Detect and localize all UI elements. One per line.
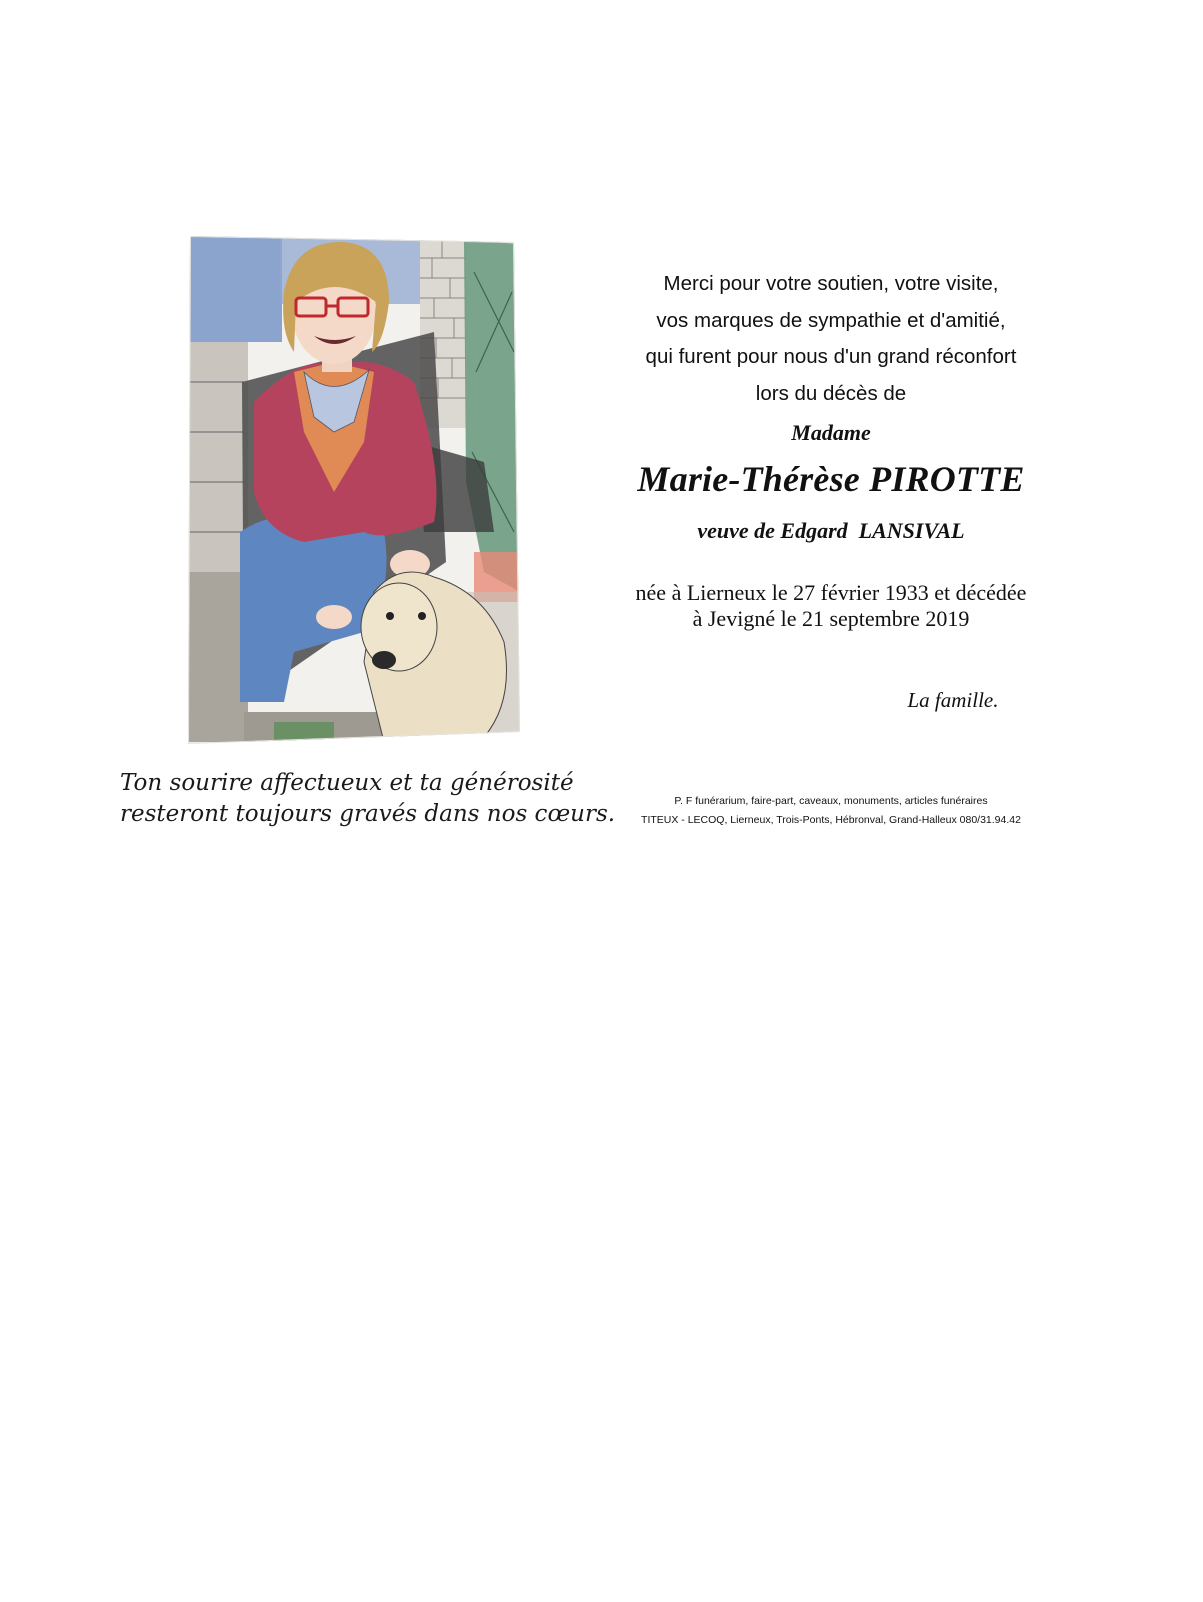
family-signature: La famille. — [907, 688, 999, 712]
memorial-caption — [120, 768, 616, 830]
dates-line: née à Lierneux le 27 février 1933 et décédée — [635, 580, 1027, 605]
thanks-message — [600, 266, 1062, 412]
deceased-title: Madame — [791, 420, 871, 445]
thanks-line: qui furent pour nous d'un grand réconfort — [645, 345, 1017, 368]
footer-line: TITEUX - LECOQ, Lierneux, Trois-Ponts, Hébronval, Grand-Halleux 080/31.94.42 — [641, 814, 1021, 826]
thanks-line: Merci pour votre soutien, votre visite, — [663, 272, 999, 295]
sky-window — [188, 234, 282, 342]
thanks-line: vos marques de sympathie et d'amitié, — [656, 308, 1006, 332]
funeral-home-footer — [600, 792, 1062, 830]
deceased-name: Marie-Thérèse PIROTTE — [637, 459, 1025, 499]
dates-line: à Jevigné le 21 septembre 2019 — [692, 606, 970, 631]
caption-line: Ton sourire affectueux et ta générosité — [120, 770, 574, 796]
footer-line: P. F funérarium, faire-part, caveaux, monuments, articles funéraires — [674, 795, 988, 807]
portrait-illustration — [184, 232, 522, 748]
birth-death-dates — [600, 580, 1062, 632]
widow-of: veuve de Edgard LANSIVAL — [697, 518, 965, 543]
thanks-line: lors du décès de — [755, 381, 907, 405]
caption-line: resteront toujours gravés dans nos cœurs. — [120, 801, 616, 827]
